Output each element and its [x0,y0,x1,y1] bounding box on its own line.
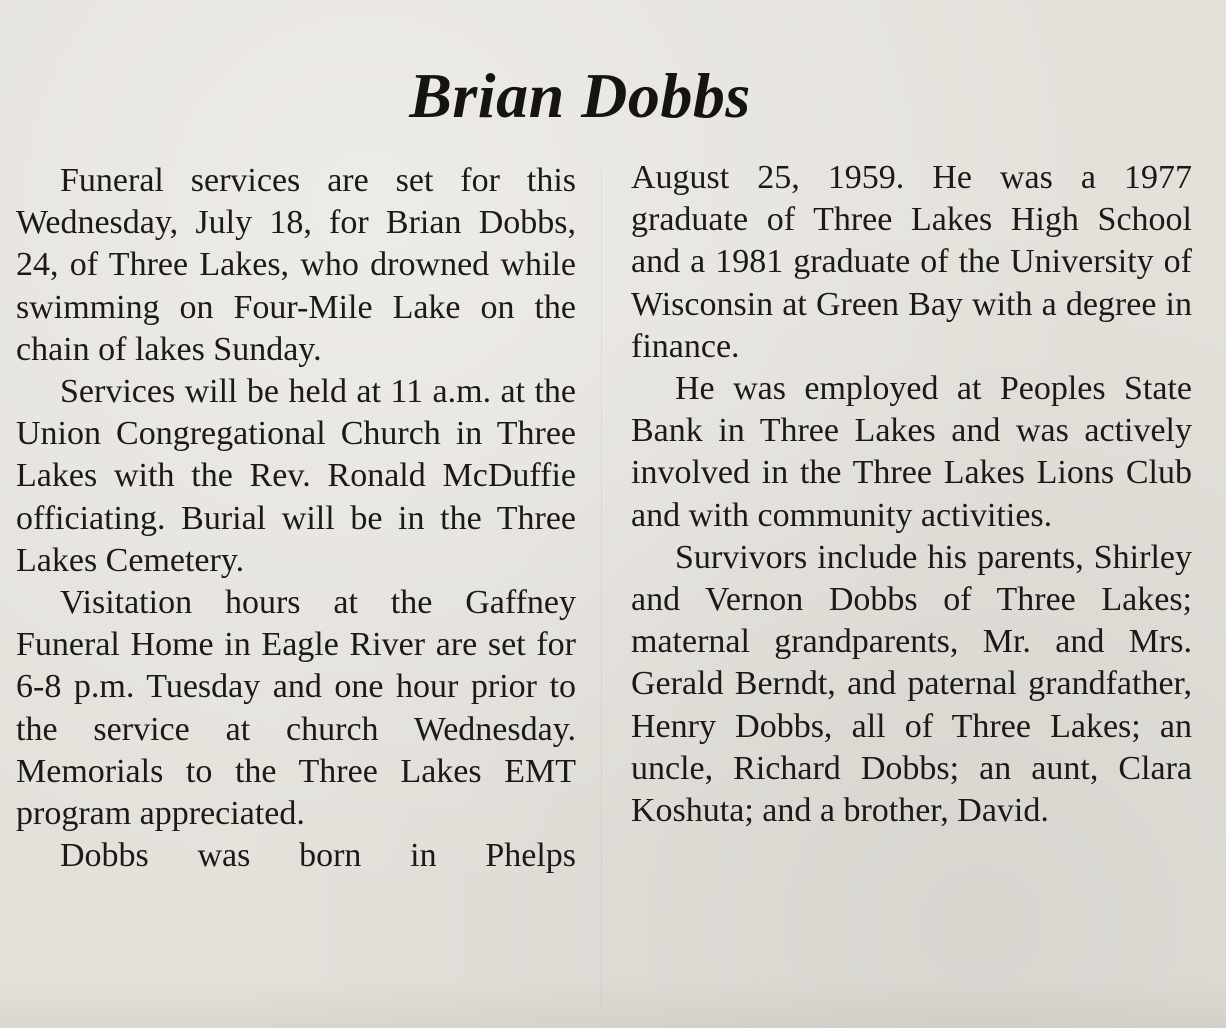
paragraph-employment: He was employed at Peoples State Bank in Three Lakes and was actively involved in the Three Lakes Lions Club and with community activities. [631,370,1192,534]
paragraph-funeral-services: Funeral services are set for this Wednesday, July 18, for Brian Dobbs, 24, of Three Lakes, who drowned while swimming on Four-Mile Lake on the chain of lakes Sunday. [16,162,576,368]
paragraph-birth-start: Dobbs was born in Phelps [60,837,576,875]
paragraph-visitation: Visitation hours at the Gaffney Funeral Home in Eagle River are set for 6-8 p.m. Tuesday and one hour prior to the service at church Wednesday. Memorials to the Three Lakes EMT program appreciated. [16,584,576,833]
right-column [631,157,1192,832]
paragraph-birth-education: August 25, 1959. He was a 1977 graduate of Three Lakes High School and a 1981 graduate of the University of Wisconsin at Green Bay with a degree in finance. [631,159,1192,365]
paragraph-survivors: Survivors include his parents, Shirley and Vernon Dobbs of Three Lakes; maternal grandparents, Mr. and Mrs. Gerald Berndt, and paternal grandfather, Henry Dobbs, all of Three Lakes; an uncle, Richard Dobbs; an aunt, Clara Koshuta; and a brother, David. [631,538,1192,830]
column-gutter [601,170,602,1010]
obituary-headline: Brian Dobbs [409,60,751,131]
left-column [16,160,576,877]
paragraph-services-details: Services will be held at 11 a.m. at the Union Congregational Church in Three Lakes with the Rev. Ronald McDuffie officiating. Burial will be in the Three Lakes Cemetery. [16,373,576,579]
paper-edge-shadow [0,978,1226,1028]
